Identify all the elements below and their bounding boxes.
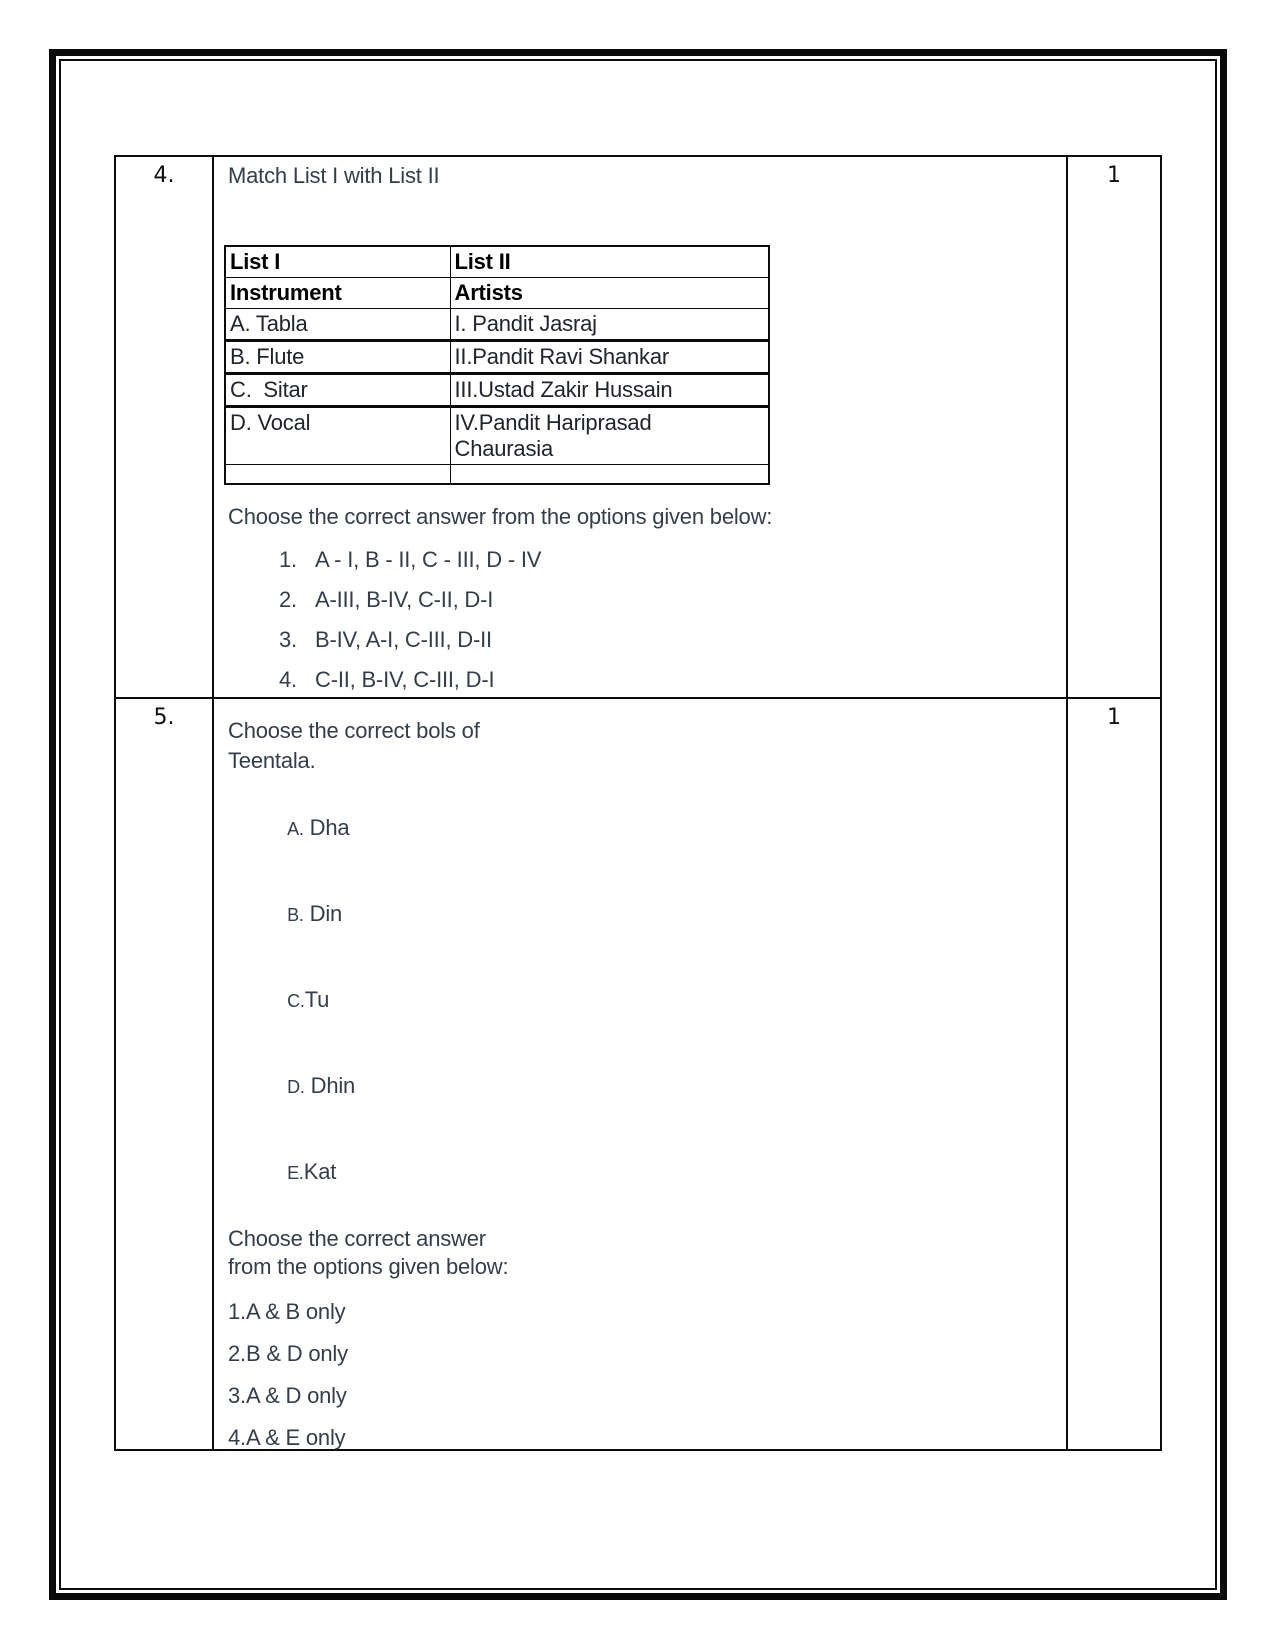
match-cell-instrument-d: D. Vocal	[225, 407, 450, 465]
question-5-item-c	[228, 967, 513, 1034]
question-5-intro: Choose the correct bols of Teentala.	[228, 718, 480, 773]
match-empty-row	[225, 465, 769, 484]
match-row-d	[225, 407, 769, 465]
question-5-marks: 1	[1067, 698, 1161, 1450]
item-letter: E.	[287, 1163, 304, 1183]
match-cell-artist-i: I. Pandit Jasraj	[450, 309, 769, 341]
option-number: 1.	[228, 1299, 246, 1324]
match-header-list1: List I	[225, 246, 450, 278]
match-empty-cell-left	[225, 465, 450, 484]
match-cell-instrument-a: A. Tabla	[225, 309, 450, 341]
question-5-choose-line: Choose the correct answer from the options given below:	[228, 1226, 509, 1279]
option-number: 3.	[279, 626, 297, 652]
question-4-content	[213, 156, 1067, 698]
match-cell-instrument-b: B. Flute	[225, 341, 450, 374]
question-5-option-4	[228, 1427, 513, 1449]
question-4-option-3	[228, 626, 1056, 652]
item-letter: C.	[287, 991, 305, 1011]
question-5-option-2	[228, 1343, 513, 1365]
item-letter: D.	[287, 1077, 305, 1097]
match-cell-artist-iii: III.Ustad Zakir Hussain	[450, 374, 769, 407]
match-header-row-2	[225, 278, 769, 309]
match-row-b	[225, 341, 769, 374]
option-text: C-II, B-IV, C-III, D-I	[315, 666, 495, 692]
match-row-a	[225, 309, 769, 341]
option-number: 3.	[228, 1383, 246, 1408]
question-5-text-column	[228, 716, 513, 1449]
question-4-choose-line: Choose the correct answer from the options given below:	[228, 503, 773, 529]
question-4-row	[115, 156, 1161, 698]
item-text: Tu	[304, 987, 330, 1012]
match-row-c	[225, 374, 769, 407]
question-5-row	[115, 698, 1161, 1450]
option-number: 1.	[279, 546, 297, 572]
question-5-item-e	[228, 1139, 513, 1206]
option-text: A & D only	[245, 1383, 347, 1408]
item-text: Din	[303, 901, 343, 926]
match-header-instrument: Instrument	[225, 278, 450, 309]
question-4-option-2	[228, 586, 1056, 612]
item-letter: A.	[287, 819, 304, 839]
item-text: Kat	[303, 1159, 337, 1184]
question-5-item-b	[228, 881, 513, 948]
match-header-list2: List II	[450, 246, 769, 278]
match-list-table	[224, 245, 770, 485]
option-number: 2.	[228, 1341, 246, 1366]
item-text: Dhin	[304, 1073, 356, 1098]
option-text: A-III, B-IV, C-II, D-I	[315, 586, 494, 612]
option-text: A & E only	[245, 1425, 346, 1450]
item-text: Dha	[303, 815, 350, 840]
option-text: B & D only	[245, 1341, 348, 1366]
item-letter: B.	[287, 905, 304, 925]
question-5-number: 5.	[115, 698, 213, 1450]
question-5-item-d	[228, 1053, 513, 1120]
option-text: A & B only	[245, 1299, 346, 1324]
option-text: B-IV, A-I, C-III, D-II	[315, 626, 492, 652]
option-number: 4.	[279, 666, 297, 692]
question-4-number: 4.	[115, 156, 213, 698]
option-number: 4.	[228, 1425, 246, 1450]
question-5-option-3	[228, 1385, 513, 1407]
question-4-option-1	[228, 546, 1056, 572]
question-4-intro: Match List I with List II	[228, 163, 440, 188]
question-5-item-a	[228, 795, 513, 862]
match-cell-instrument-c: C. Sitar	[225, 374, 450, 407]
question-table	[114, 155, 1162, 1451]
question-4-option-4	[228, 666, 1056, 692]
option-text: A - I, B - II, C - III, D - IV	[315, 546, 542, 572]
question-4-marks: 1	[1067, 156, 1161, 698]
match-header-row-1	[225, 246, 769, 278]
match-cell-artist-iv: IV.Pandit Hariprasad Chaurasia	[450, 407, 769, 465]
match-empty-cell-right	[450, 465, 769, 484]
option-number: 2.	[279, 586, 297, 612]
match-cell-artist-ii: II.Pandit Ravi Shankar	[450, 341, 769, 374]
match-header-artists: Artists	[450, 278, 769, 309]
question-5-option-1	[228, 1301, 513, 1323]
question-5-content	[213, 698, 1067, 1450]
